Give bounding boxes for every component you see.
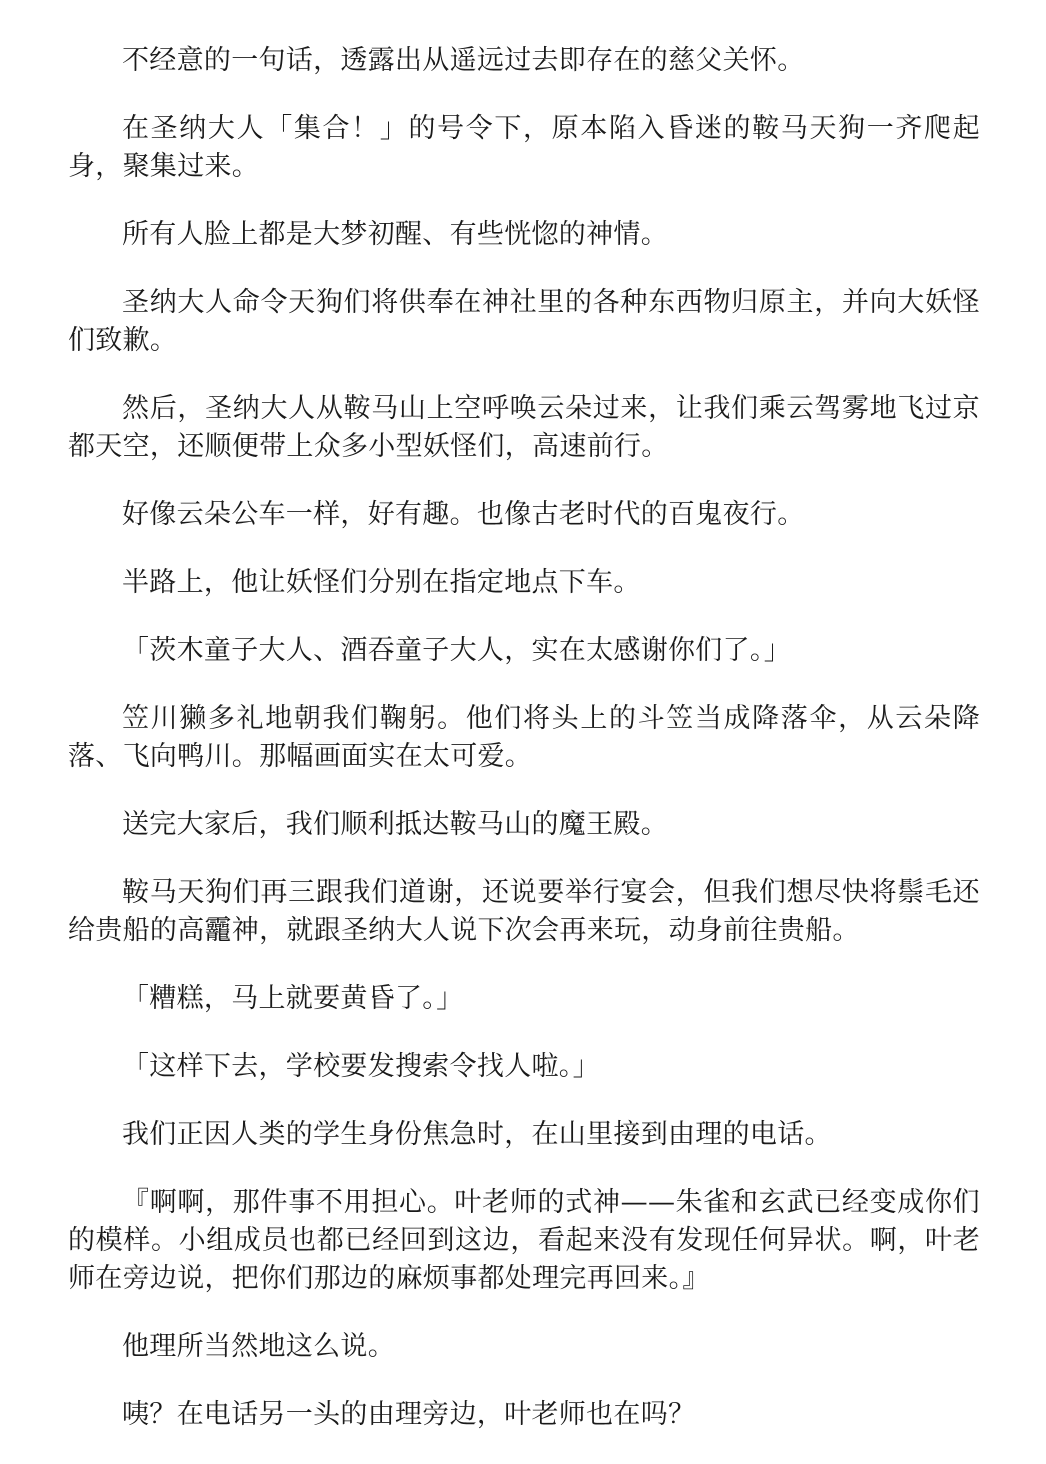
phone-dialogue-paragraph: 『啊啊，那件事不用担心。叶老师的式神——朱雀和玄武已经变成你们的模样。小组成员也都已经回到这边，看起来没有发现任何异状。啊，叶老师在旁边说，把你们那边的麻烦事都处理完再回来。』 (68, 1187, 980, 1294)
paragraph: 他理所当然地这么说。 (122, 1331, 395, 1362)
dialogue-paragraph: 「茨木童子大人、酒吞童子大人，实在太感谢你们了。」 (122, 635, 791, 666)
paragraph: 咦？在电话另一头的由理旁边，叶老师也在吗？ (122, 1399, 696, 1430)
paragraph: 在圣纳大人「集合！」的号令下，原本陷入昏迷的鞍马天狗一齐爬起身，聚集过来。 (68, 113, 980, 182)
paragraph: 半路上，他让妖怪们分别在指定地点下车。 (122, 567, 641, 598)
paragraph: 不经意的一句话，透露出从遥远过去即存在的慈父关怀。 (122, 45, 805, 76)
dialogue-paragraph: 「这样下去，学校要发搜索令找人啦。」 (122, 1051, 600, 1082)
paragraph: 送完大家后，我们顺利抵达鞍马山的魔王殿。 (122, 809, 668, 840)
paragraph: 圣纳大人命令天狗们将供奉在神社里的各种东西物归原主，并向大妖怪们致歉。 (68, 287, 980, 356)
document-page (68, 42, 980, 1464)
paragraph: 笠川獭多礼地朝我们鞠躬。他们将头上的斗笠当成降落伞，从云朵降落、飞向鸭川。那幅画面实在太可爱。 (68, 703, 980, 772)
paragraph: 鞍马天狗们再三跟我们道谢，还说要举行宴会，但我们想尽快将鬃毛还给贵船的高龗神，就跟圣纳大人说下次会再来玩，动身前往贵船。 (68, 877, 980, 946)
dialogue-paragraph: 「糟糕，马上就要黄昏了。」 (122, 983, 464, 1014)
paragraph: 所有人脸上都是大梦初醒、有些恍惚的神情。 (122, 219, 668, 250)
paragraph: 我们正因人类的学生身份焦急时，在山里接到由理的电话。 (122, 1119, 832, 1150)
paragraph: 好像云朵公车一样，好有趣。也像古老时代的百鬼夜行。 (122, 499, 805, 530)
paragraph: 然后，圣纳大人从鞍马山上空呼唤云朵过来，让我们乘云驾雾地飞过京都天空，还顺便带上众多小型妖怪们，高速前行。 (68, 393, 980, 462)
